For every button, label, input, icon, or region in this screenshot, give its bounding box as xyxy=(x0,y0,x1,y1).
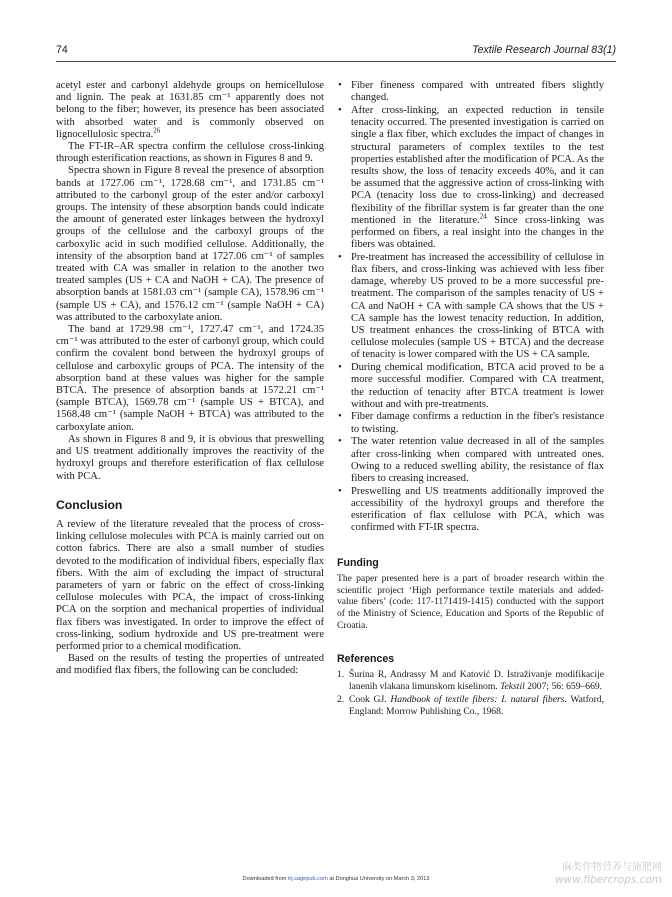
list-item: • The water retention value decreased in all of the samples after cross-linking when compared with untreated ones. Owing to a reduced swelling ability, the resistance of flax fibers to creasing increased. xyxy=(337,436,604,485)
list-item: • After cross-linking, an expected reduction in tensile tenacity occurred. The presented investigation is carried on single a flax fiber, which excludes the impact of changes in structural parameters of complex textiles to the test properties established after the modification of PCA. As the results show, the loss of tenacity exceeds 40%, and it can be assumed that the aggressive action of cross-linking with PCA (tenacity loss due to cross-linking) and decreased flexibility of the fibrillar system is far greater than the one mentioned in the literature.$^{24}$ Since cross-linking was performed on fibers, a real insight into the changes in the fibers was obtained. xyxy=(337,105,604,251)
reference-item: 2. Cook GJ. Handbook of textile fibers: I. natural fibers. Watford, England: Morrow Publishing Co., 1968. xyxy=(337,694,604,717)
reference-item: 1. Šurina R, Andrassy M and Katović D. Istraživanje modifikacije lanenih vlakana limunskom kiselinom. Tekstil 2007; 56: 659–669. xyxy=(337,669,604,692)
list-item: • Pre-treatment has increased the accessibility of cellulose in flax fibers, and cross-linking was achieved with less fiber damage, whereby US proved to be a more successful pre-treatment. The comparison of the samples tenacity of US + CA and NaOH + CA with sample CA shows that the US + CA sample has the lowest tenacity reduction. In addition, US treatment enhances the cross-linking of BTCA with cellulose molecules (sample US + BTCA) and the decrease of tenacity is lower compared with the US + CA sample. xyxy=(337,252,604,362)
paragraph: Spectra shown in Figure 8 reveal the presence of absorption bands at 1727.06 cm⁻¹, 1728.68 cm⁻¹, and 1731.85 cm⁻¹ attributed to the carbonyl group of the ester and/or carboxyl groups. The intensity of these absorption bands could indicate the amount of generated ester linkages between the hydroxyl groups of the cellulose and the carboxyl groups of the carboxylic acid in such modified cellulose. Additionally, the intensity of the absorption band at 1727.06 cm⁻¹ of samples treated with CA was smaller in relation to the another two treated samples (US + CA and NaOH + CA). The presence of absorption bands at 1581.03 cm⁻¹ (sample CA), 1578.96 cm⁻¹ (sample US + CA), and 1576.12 cm⁻¹ (sample NaOH + CA) was attributed to the carboxylate anion. xyxy=(56,165,324,323)
conclusion-bullet-list xyxy=(337,80,604,535)
section-heading-funding: Funding xyxy=(337,557,379,570)
download-footer: Downloaded from trj.sagepub.com at Donghua University on March 3, 2013 xyxy=(242,876,430,882)
citation-superscript: 24 xyxy=(479,212,487,221)
paragraph: acetyl ester and carbonyl aldehyde groups on hemicellulose and lignin. The peak at 1631.85 cm⁻¹ apparently does not belong to the fiber; however, its presence has been associated with absorbed water and is commonly observed on lignocellulosic spectra.$^{26}$ xyxy=(56,80,324,140)
section-heading-references: References xyxy=(337,653,395,666)
running-header xyxy=(56,44,616,56)
section-heading-conclusion: Conclusion xyxy=(56,497,123,512)
reference-list xyxy=(337,669,604,717)
page-number: 74 xyxy=(56,44,68,56)
right-column xyxy=(337,80,604,719)
journal-link[interactable]: trj.sagepub.com xyxy=(287,876,328,882)
list-item: • During chemical modification, BTCA acid proved to be a more successful modifier. Compared with CA treatment, the reduction of tenacity after BTCA treatment is lower without and with pre-treatments. xyxy=(337,362,604,411)
paragraph: A review of the literature revealed that the process of cross-linking cellulose molecules with PCA is mainly carried out on cotton fabrics. There are also a small number of studies devoted to the modification of individual fibers, especially flax fibers. With the aim of excluding the impact of structural parameters of yarn or fabric on the effect of cross-linking cellulose molecules with PCA, the impact of cross-linking PCA on the sorption and mechanical properties of individual flax fibers was investigated. In order to improve the effect of cross-linking, sodium hydroxide and US pre-treatment were performed prior to a chemical modification. xyxy=(56,518,324,652)
site-watermark: 麻类作物营养与施肥网 www.fibercrops.com xyxy=(554,862,662,886)
journal-citation: Textile Research Journal 83(1) xyxy=(472,44,616,56)
citation-superscript: 26 xyxy=(153,126,161,135)
list-item: • Fiber damage confirms a reduction in the fiber's resistance to twisting. xyxy=(337,411,604,435)
funding-text: The paper presented here is a part of broader research within the scientific project ‘High performance textile materials and added-value fibers’ (code: 117-1171419-1415) conducted with the support of the Ministry of Science, Education and Sports of the Republic of Croatia. xyxy=(337,573,604,631)
paragraph: The FT-IR–AR spectra confirm the cellulose cross-linking through esterification reactions, as shown in Figures 8 and 9. xyxy=(56,141,324,165)
list-item: • Preswelling and US treatments additionally improved the accessibility of the hydroxyl groups and therefore the esterification of flax cellulose with PCA, which was confirmed with FT-IR spectra. xyxy=(337,486,604,535)
paragraph: Based on the results of testing the properties of untreated and modified flax fibers, the following can be concluded: xyxy=(56,653,324,677)
paragraph: The band at 1729.98 cm⁻¹, 1727.47 cm⁻¹, and 1724.35 cm⁻¹ was attributed to the ester of carbonyl group, which could confirm the covalent bond between the hydroxyl groups of cellulose and carboxylic groups of PCA. The intensity of the absorption band at these values was higher for the sample BTCA. The presence of absorption bands at 1572.21 cm⁻¹ (sample BTCA), 1569.78 cm⁻¹ (sample US + BTCA), and 1568.48 cm⁻¹ (sample NaOH + BTCA) was attributed to the carboxylate anion. xyxy=(56,324,324,433)
left-column xyxy=(56,80,324,678)
paragraph: As shown in Figures 8 and 9, it is obvious that preswelling and US treatment additionally improves the reactivity of the hydroxyl groups and therefore esterification of flax cellulose with PCA. xyxy=(56,433,324,482)
header-rule xyxy=(56,61,616,62)
list-item: • Fiber fineness compared with untreated fibers slightly changed. xyxy=(337,80,604,104)
